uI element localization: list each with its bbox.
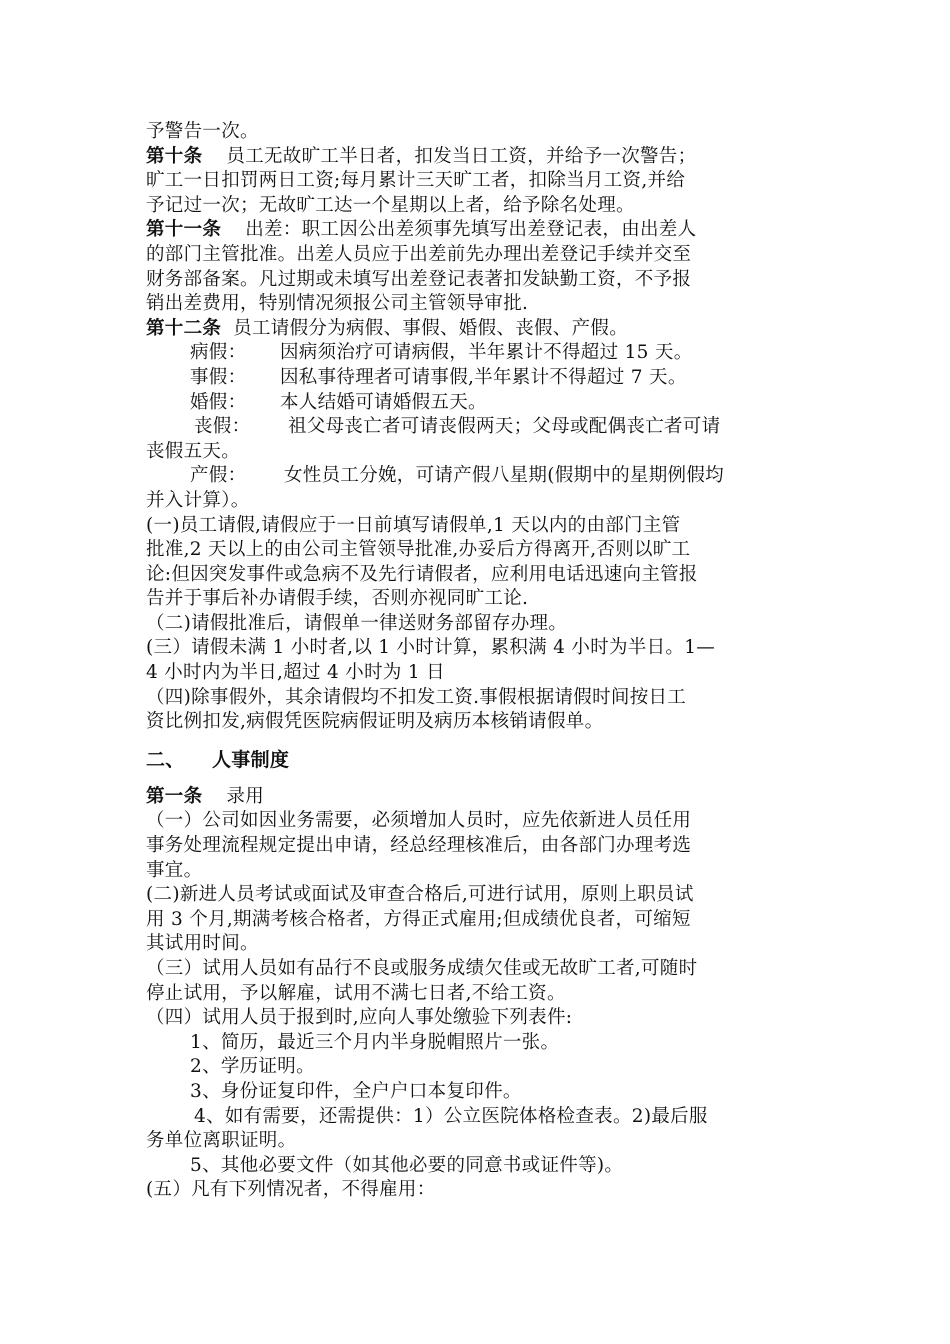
text-line: 4 小时内为半日,超过 4 小时为 1 日 <box>146 662 445 684</box>
article-12: 第十二条 员工请假分为病假、事假、婚假、丧假、产假。 <box>146 317 629 339</box>
text-line: 论:但因突发事件或急病不及先行请假者，应利用电话迅速向主管报 <box>146 563 698 585</box>
leave-label: 丧假： <box>194 416 251 438</box>
text-line: 旷工一日扣罚两日工资;每月累计三天旷工者，扣除当月工资,并给 <box>146 170 686 192</box>
article-heading: 第十一条 <box>146 219 222 241</box>
leave-maternity: 产假： 女性员工分娩，可请产假八星期(假期中的星期例假均 <box>146 464 806 489</box>
leave-label: 病假： <box>190 342 247 364</box>
text-line: (三）请假未满 1 小时者,以 1 小时计算，累积满 4 小时为半日。1— <box>146 637 716 659</box>
leave-marriage: 婚假： 本人结婚可请婚假五天。 <box>146 391 806 416</box>
leave-label: 婚假： <box>190 391 247 413</box>
text-line: 的部门主管批准。出差人员应于出差前先办理出差登记手续并交至 <box>146 243 692 265</box>
text-line: 事务处理流程规定提出申请，经总经理核准后，由各部门办理考选 <box>146 835 692 857</box>
leave-label: 产假： <box>190 465 247 487</box>
hr-article-1: 第一条 录用 <box>146 785 265 807</box>
article-heading: 第十条 <box>146 145 203 167</box>
text-line: （四)除事假外，其余请假均不扣发工资.事假根据请假时间按日工 <box>146 686 687 708</box>
text-line: 并入计算）。 <box>146 489 250 511</box>
text-line: 予记过一次；无故旷工达一个星期以上者，给予除名处理。 <box>146 194 635 216</box>
list-item: 2、学历证明。 <box>190 1056 315 1078</box>
text-line: 事宜。 <box>146 859 203 881</box>
text-line: 财务部备案。凡过期或未填写出差登记表著扣发缺勤工资，不予报 <box>146 268 692 290</box>
text-line: 予警告一次。 <box>146 121 259 142</box>
text-line: (二)新进人员考试或面试及审查合格后,可进行试用，原则上职员试 <box>146 884 694 906</box>
list-item: 5、其他必要文件（如其他必要的同意书或证件等)。 <box>190 1154 624 1176</box>
text-line: 销出差费用，特别情况须报公司主管领导审批. <box>146 293 529 315</box>
text-line: 批准,2 天以上的由公司主管领导批准,办妥后方得离开,否则以旷工 <box>146 539 691 561</box>
leave-sick: 病假： 因病须治疗可请病假，半年累计不得超过 15 天。 <box>146 341 806 366</box>
text-line: 资比例扣发,病假凭医院病假证明及病历本核销请假单。 <box>146 711 604 733</box>
document-page <box>146 120 806 1203</box>
list-item: 3、身份证复印件，全户户口本复印件。 <box>190 1080 522 1102</box>
text-line: (五）凡有下列情况者，不得雇用： <box>146 1179 436 1201</box>
text-line: （一）公司如因业务需要，必须增加人员时，应先依新进人员任用 <box>146 810 692 832</box>
text-line: （二)请假批准后，请假单一律送财务部留存办理。 <box>146 612 568 634</box>
leave-personal: 事假： 因私事待理者可请事假,半年累计不得超过 7 天。 <box>146 366 806 391</box>
text-line: （三）试用人员如有品行不良或服务成绩欠佳或无故旷工者,可随时 <box>146 958 698 979</box>
text-line: 其试用时间。 <box>146 933 259 955</box>
list-item: 4、如有需要，还需提供：1）公立医院体格检查表。2)最后服 <box>194 1105 708 1127</box>
article-heading: 第十二条 <box>146 317 222 339</box>
text-line: 停止试用，予以解雇，试用不满七日者,不给工资。 <box>146 982 566 1004</box>
text-line: 丧假五天。 <box>146 440 241 462</box>
text-line: 告并于事后补办请假手续，否则亦视同旷工论. <box>146 588 529 610</box>
text-line: 用 3 个月,期满考核合格者，方得正式雇用;但成绩优良者，可缩短 <box>146 908 691 930</box>
article-heading: 第一条 <box>146 785 203 807</box>
article-11: 第十一条 出差：职工因公出差须事先填写出差登记表，由出差人 <box>146 219 697 241</box>
text-line: 务单位离职证明。 <box>146 1130 297 1152</box>
text-line: (一)员工请假,请假应于一日前填写请假单,1 天以内的由部门主管 <box>146 514 681 536</box>
text-line: （四）试用人员于报到时,应向人事处缴验下列表件: <box>146 1007 573 1029</box>
list-item: 1、简历，最近三个月内半身脱帽照片一张。 <box>190 1031 560 1053</box>
article-10: 第十条 员工无故旷工半日者，扣发当日工资，并给予一次警告； <box>146 145 697 167</box>
section-heading <box>146 745 806 775</box>
leave-label: 事假： <box>190 366 247 388</box>
section-number: 二、 <box>146 748 185 771</box>
section-title: 人事制度 <box>212 748 290 771</box>
leave-funeral: 丧假： 祖父母丧亡者可请丧假两天；父母或配偶丧亡者可请 <box>146 415 806 440</box>
